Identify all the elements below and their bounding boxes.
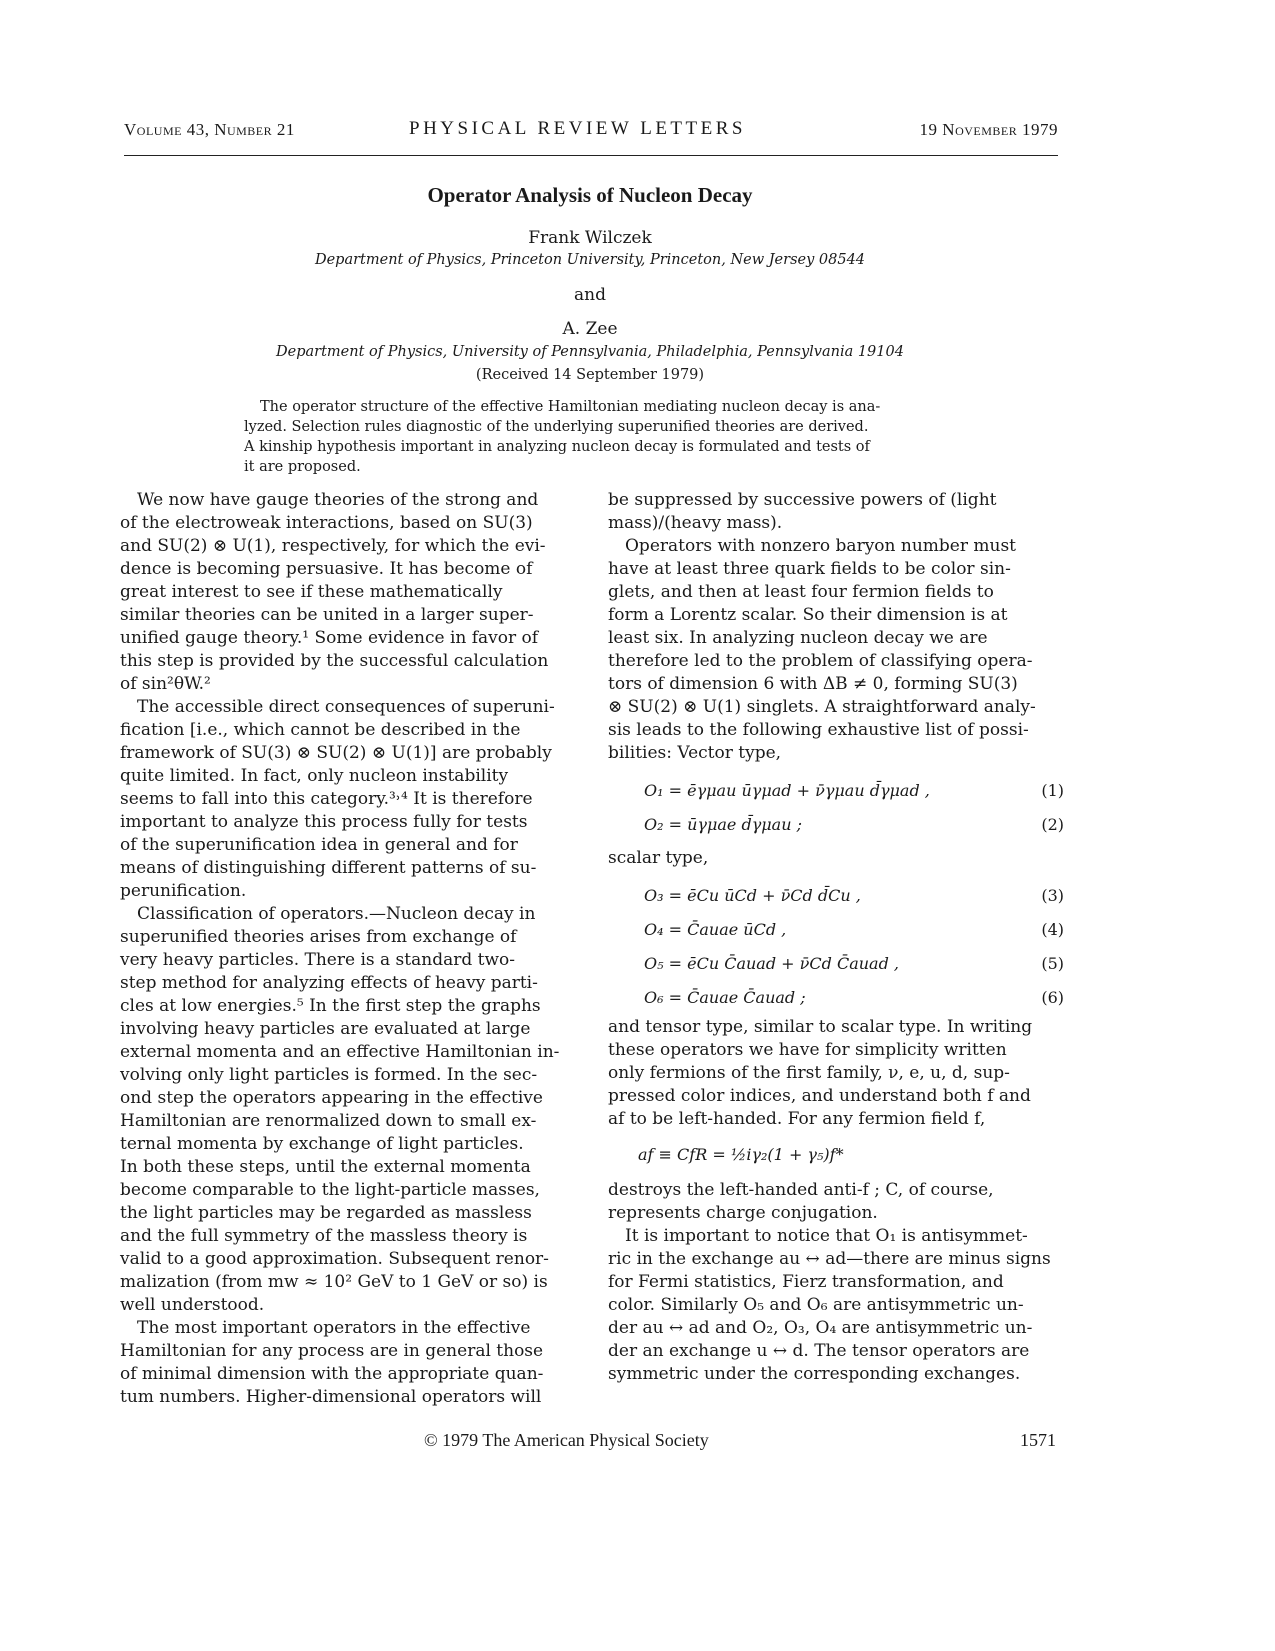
equation bbox=[608, 807, 1074, 841]
equation-body: O₁ = ēγμau ūγμad + ν̄γμau d̄γμad , bbox=[644, 781, 930, 800]
body-line: for Fermi statistics, Fierz transformation, and bbox=[608, 1272, 1004, 1292]
body-line: therefore led to the problem of classifying opera- bbox=[608, 651, 1033, 671]
body-line: It is important to notice that O₁ is antisymmet- bbox=[625, 1226, 1028, 1246]
copyright-notice: © 1979 The American Physical Society bbox=[424, 1430, 709, 1450]
issue-date: 19 November 1979 bbox=[919, 120, 1058, 139]
body-line: glets, and then at least four fermion fields to bbox=[608, 582, 994, 602]
body-line: scalar type, bbox=[608, 848, 709, 868]
body-line: only fermions of the first family, ν, e, u, d, sup- bbox=[608, 1063, 1010, 1083]
equation-number: (4) bbox=[1041, 920, 1064, 939]
author-name: A. Zee bbox=[562, 319, 618, 339]
body-line: volving only light particles is formed. In the sec- bbox=[120, 1065, 538, 1085]
body-line: superunified theories arises from exchange of bbox=[120, 927, 517, 947]
body-line: the light particles may be regarded as massless bbox=[120, 1203, 532, 1223]
body-line: external momenta and an effective Hamiltonian in- bbox=[120, 1042, 560, 1062]
body-line: and the full symmetry of the massless theory is bbox=[120, 1226, 528, 1246]
equation-number: (5) bbox=[1041, 954, 1064, 973]
body-line: have at least three quark fields to be color sin- bbox=[608, 559, 1011, 579]
body-line: similar theories can be united in a larger super- bbox=[120, 605, 534, 625]
body-line: important to analyze this process fully for tests bbox=[120, 812, 528, 832]
right-column bbox=[608, 489, 1074, 1386]
author-affiliation: Department of Physics, University of Pennsylvania, Philadelphia, Pennsylvania 19104 bbox=[276, 344, 904, 360]
body-line: Hamiltonian are renormalized down to small ex- bbox=[120, 1111, 537, 1131]
body-line: In both these steps, until the external momenta bbox=[120, 1157, 531, 1177]
header-rule bbox=[124, 155, 1058, 156]
and-separator: and bbox=[574, 285, 606, 305]
body-line: The accessible direct consequences of superuni- bbox=[137, 697, 555, 717]
equation-number: (2) bbox=[1041, 815, 1064, 834]
body-line: sis leads to the following exhaustive list of possi- bbox=[608, 720, 1029, 740]
author-name: Frank Wilczek bbox=[528, 228, 652, 248]
abstract-line: lyzed. Selection rules diagnostic of the underlying superunified theories are derived. bbox=[244, 419, 869, 435]
body-line: mass)/(heavy mass). bbox=[608, 513, 783, 533]
body-line: ⊗ SU(2) ⊗ U(1) singlets. A straightforward analy- bbox=[608, 697, 1036, 717]
abstract bbox=[244, 397, 938, 477]
equation-body: O₃ = ēCu ūCd + ν̄Cd d̄Cu , bbox=[644, 886, 861, 905]
body-line: seems to fall into this category.³˒⁴ It is therefore bbox=[120, 789, 533, 809]
running-header bbox=[124, 120, 1058, 144]
abstract-line: A kinship hypothesis important in analyzing nucleon decay is formulated and tests of bbox=[244, 439, 870, 455]
body-line: We now have gauge theories of the strong and bbox=[137, 490, 539, 510]
body-line: very heavy particles. There is a standard two- bbox=[120, 950, 515, 970]
body-line: tors of dimension 6 with ΔB ≠ 0, forming SU(3) bbox=[608, 674, 1018, 694]
body-line: der au ↔ ad and O₂, O₃, O₄ are antisymmetric un- bbox=[608, 1318, 1033, 1338]
body-line: quite limited. In fact, only nucleon instability bbox=[120, 766, 509, 786]
page-number: 1571 bbox=[1020, 1430, 1056, 1450]
body-line: and tensor type, similar to scalar type. In writing bbox=[608, 1017, 1033, 1037]
body-line: Hamiltonian for any process are in general those bbox=[120, 1341, 544, 1361]
equation-number: (1) bbox=[1041, 781, 1064, 800]
body-line: destroys the left-handed anti-f ; C, of course, bbox=[608, 1180, 994, 1200]
section-heading-line: Classification of operators.—Nucleon decay in bbox=[137, 904, 536, 924]
body-line: Operators with nonzero baryon number must bbox=[625, 536, 1016, 556]
equation-body: O₂ = ūγμae d̄γμau ; bbox=[644, 815, 802, 834]
left-column bbox=[120, 489, 582, 1409]
equation-number: (6) bbox=[1041, 988, 1064, 1007]
body-line: great interest to see if these mathematically bbox=[120, 582, 503, 602]
body-line: step method for analyzing effects of heavy parti- bbox=[120, 973, 538, 993]
body-line: these operators we have for simplicity written bbox=[608, 1040, 1007, 1060]
body-line: ternal momenta by exchange of light particles. bbox=[120, 1134, 524, 1154]
body-line: cles at low energies.⁵ In the first step the graphs bbox=[120, 996, 541, 1016]
body-line: this step is provided by the successful calculation bbox=[120, 651, 549, 671]
body-line: perunification. bbox=[120, 881, 247, 901]
body-line: be suppressed by successive powers of (light bbox=[608, 490, 997, 510]
body-line: The most important operators in the effective bbox=[137, 1318, 531, 1338]
body-line: represents charge conjugation. bbox=[608, 1203, 878, 1223]
body-line: malization (from mw ≈ 10² GeV to 1 GeV or so) is bbox=[120, 1272, 548, 1292]
equation bbox=[608, 980, 1074, 1014]
equation-number: (3) bbox=[1041, 886, 1064, 905]
body-line: ond step the operators appearing in the effective bbox=[120, 1088, 543, 1108]
body-line: framework of SU(3) ⊗ SU(2) ⊗ U(1)] are probably bbox=[120, 743, 552, 763]
equation bbox=[608, 773, 1074, 807]
equation-body: O₆ = C̄auae C̄auad ; bbox=[644, 988, 806, 1007]
body-line: bilities: Vector type, bbox=[608, 743, 782, 763]
body-line: af to be left-handed. For any fermion field f, bbox=[608, 1109, 986, 1129]
author-affiliation: Department of Physics, Princeton University, Princeton, New Jersey 08544 bbox=[314, 252, 866, 268]
equation-body: O₅ = ēCu C̄auad + ν̄Cd C̄auad , bbox=[644, 954, 899, 973]
body-line: of the superunification idea in general and for bbox=[120, 835, 518, 855]
body-line: unified gauge theory.¹ Some evidence in favor of bbox=[120, 628, 539, 648]
body-line: dence is becoming persuasive. It has become of bbox=[120, 559, 533, 579]
volume-number: Volume 43, Number 21 bbox=[124, 120, 295, 139]
equation bbox=[608, 878, 1074, 912]
body-line: of minimal dimension with the appropriate quan- bbox=[120, 1364, 544, 1384]
body-line: pressed color indices, and understand both f and bbox=[608, 1086, 1031, 1106]
body-line: and SU(2) ⊗ U(1), respectively, for which the evi- bbox=[120, 536, 546, 556]
body-line: fication [i.e., which cannot be described in the bbox=[120, 720, 521, 740]
body-line: least six. In analyzing nucleon decay we are bbox=[608, 628, 988, 648]
abstract-line: it are proposed. bbox=[244, 459, 361, 475]
equation-body: af ≡ CfR = ½iγ₂(1 + γ₅)f* bbox=[638, 1145, 844, 1164]
body-line: symmetric under the corresponding exchanges. bbox=[608, 1364, 1021, 1384]
body-line: color. Similarly O₅ and O₆ are antisymmetric un- bbox=[608, 1295, 1024, 1315]
received-date: (Received 14 September 1979) bbox=[475, 367, 705, 383]
body-line: der an exchange u ↔ d. The tensor operators are bbox=[608, 1341, 1030, 1361]
equation bbox=[608, 912, 1074, 946]
equation bbox=[608, 1131, 1074, 1173]
paper-title: Operator Analysis of Nucleon Decay bbox=[427, 183, 753, 207]
equation bbox=[608, 946, 1074, 980]
body-line: of the electroweak interactions, based on SU(3) bbox=[120, 513, 533, 533]
body-line: tum numbers. Higher-dimensional operators will bbox=[120, 1387, 542, 1407]
body-line: valid to a good approximation. Subsequent renor- bbox=[120, 1249, 549, 1269]
body-line: become comparable to the light-particle masses, bbox=[120, 1180, 540, 1200]
body-line: means of distinguishing different patterns of su- bbox=[120, 858, 537, 878]
body-line: of sin²θW.² bbox=[120, 674, 211, 694]
equation-body: O₄ = C̄auae ūCd , bbox=[644, 920, 787, 939]
body-line: form a Lorentz scalar. So their dimension is at bbox=[608, 605, 1008, 625]
body-line: well understood. bbox=[120, 1295, 265, 1315]
abstract-line: The operator structure of the effective Hamiltonian mediating nucleon decay is ana- bbox=[260, 399, 881, 415]
body-line: involving heavy particles are evaluated at large bbox=[120, 1019, 531, 1039]
journal-name: PHYSICAL REVIEW LETTERS bbox=[409, 118, 746, 139]
body-line: ric in the exchange au ↔ ad—there are minus signs bbox=[608, 1249, 1051, 1269]
